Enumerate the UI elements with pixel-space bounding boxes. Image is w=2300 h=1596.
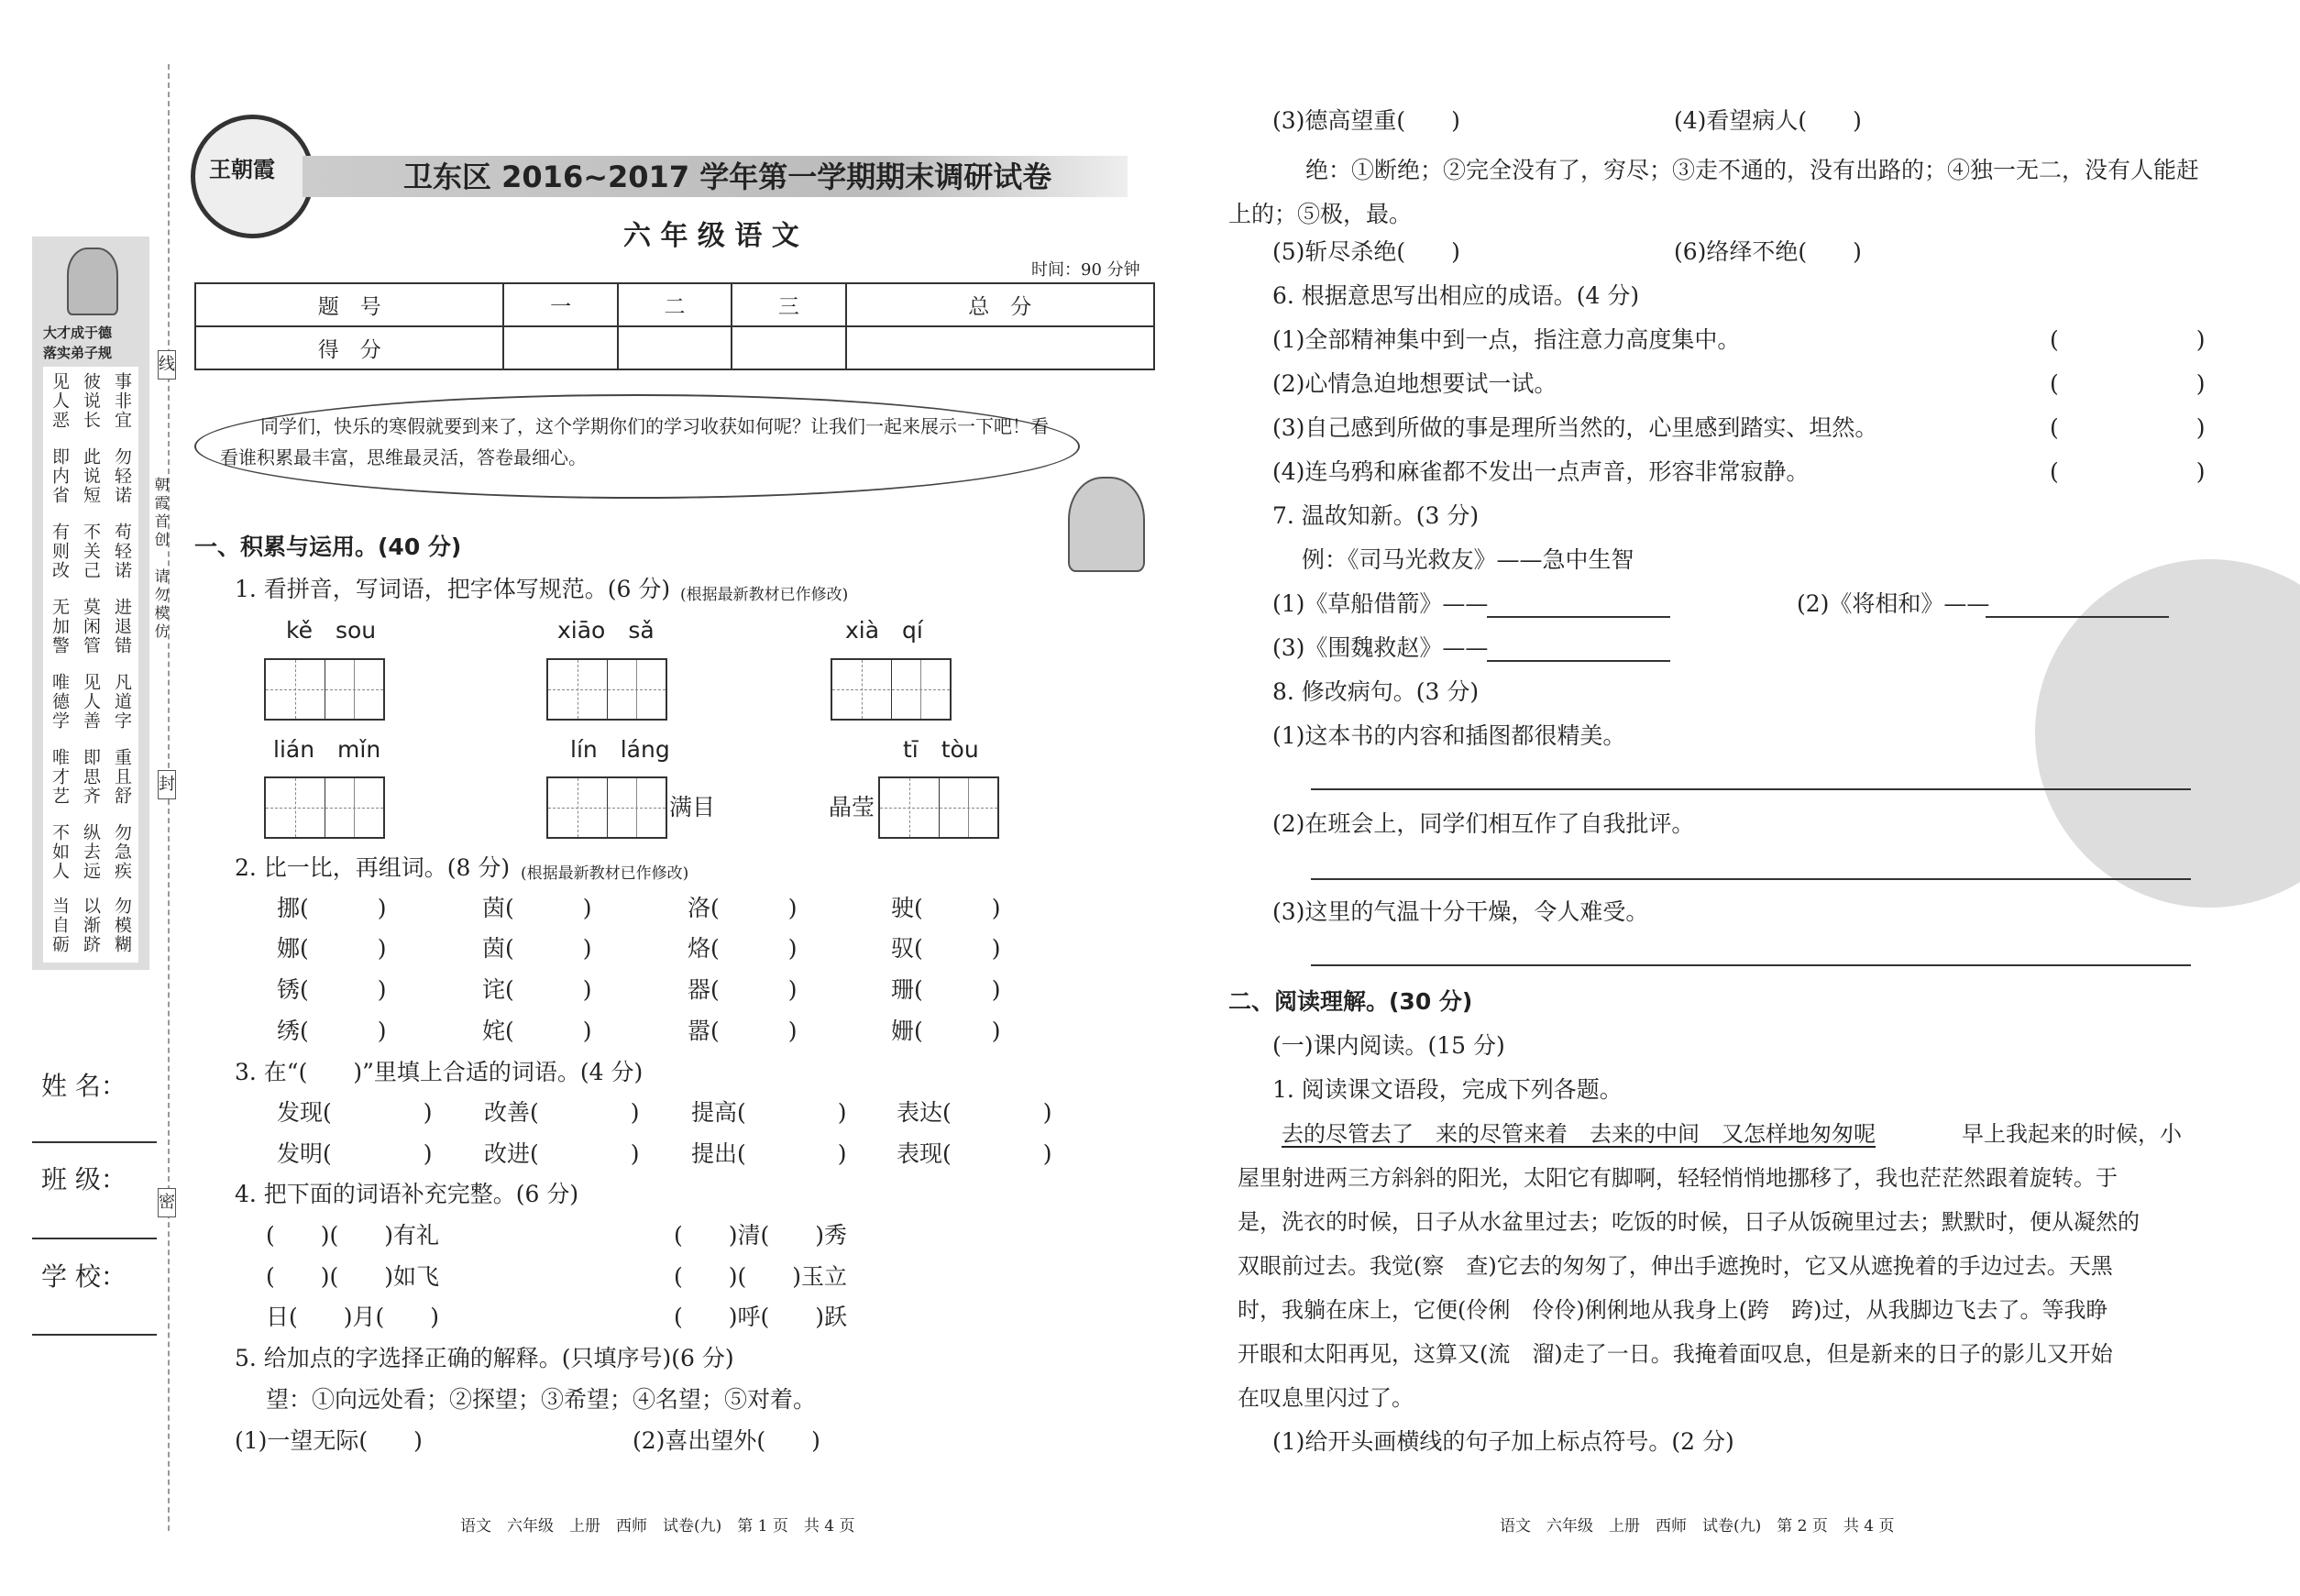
q6-item: (3)自己感到所做的事是理所当然的，心里感到踏实、坦然。: [1272, 414, 1878, 441]
reading-q-title: 1. 阅读课文语段，完成下列各题。: [1272, 1076, 1623, 1103]
score-header: 题 号: [195, 283, 503, 326]
q1-note: (根据最新教材已作修改): [680, 586, 849, 604]
q5-item: (5)斩尽杀绝( ): [1272, 238, 1460, 265]
q3-item: 发明( ): [277, 1140, 433, 1167]
teacher-illustration: [1068, 477, 1145, 572]
quote: 勿模糊: [112, 897, 132, 954]
score-header: 三: [732, 283, 845, 326]
sidebar-quotes: [43, 367, 138, 963]
q2-note: (根据最新教材已作修改): [521, 864, 689, 883]
sidebar-quotes-panel: [32, 237, 149, 970]
q6-item: (2)心情急迫地想要试一试。: [1272, 370, 1557, 397]
quote: 彼说长: [81, 372, 101, 430]
pinyin: kě sou: [286, 617, 377, 644]
q6-answer[interactable]: ( ): [2050, 414, 2206, 441]
writing-box[interactable]: [546, 658, 667, 721]
passage-line: 时，我躺在床上，它便(伶俐 伶伶)俐俐地从我身上(跨 跨)过，从我脚边飞去了。等我睁: [1238, 1297, 2108, 1323]
q5-definition-jue: 绝：①断绝；②完全没有了，穷尽；③走不通的，没有出路的；④独一无二，没有人能赶上的；⑤极，最。: [1228, 157, 2200, 227]
q5-item: (3)德高望重( ): [1272, 107, 1460, 134]
exam-time: 时间：90 分钟: [1031, 260, 1140, 280]
passage-line: 在叹息里闪过了。: [1238, 1385, 1414, 1411]
q5-definition: 望：①向远处看；②探望；③希望；④名望；⑤对着。: [266, 1386, 817, 1413]
quote: 无加警: [50, 598, 70, 655]
quote: 即内省: [50, 447, 70, 505]
q2-item: 姹( ): [482, 1018, 592, 1044]
pinyin: xià qí: [845, 617, 923, 644]
writing-box[interactable]: [264, 776, 385, 839]
q3-item: 提出( ): [691, 1140, 847, 1167]
q2-item: 姗( ): [891, 1018, 1001, 1044]
quote: 凡道字: [112, 673, 132, 731]
q2-item: 诧( ): [482, 976, 592, 1003]
writing-box[interactable]: [831, 658, 952, 721]
watermark-stamp: [2035, 559, 2300, 908]
school-field[interactable]: [32, 1334, 157, 1336]
q3-item: 改善( ): [484, 1099, 640, 1126]
quote: 即思齐: [81, 748, 101, 806]
quote: 见人恶: [50, 372, 70, 430]
name-label: 姓 名：: [41, 1071, 127, 1101]
q5-item: (4)看望病人( ): [1674, 107, 1862, 134]
quote: 勿急疾: [112, 823, 132, 881]
passage-line: 早上我起来的时候，小: [1962, 1121, 2182, 1147]
pinyin: tī tòu: [903, 736, 979, 763]
passage-line: 双眼前过去。我觉(察 查)它去的匆匆了，伸出手遮挽时，它又从遮挽着的手边过去。天黑: [1238, 1253, 2113, 1279]
q1-suffix: 满目: [669, 794, 716, 820]
q2-item: 珊( ): [891, 976, 1001, 1003]
quote: 重且舒: [112, 748, 132, 806]
q7-example: 例：《司马光救友》——急中生智: [1302, 546, 1634, 573]
passage-line: 是，洗衣的时候，日子从水盆里过去；吃饭的时候，日子从饭碗里过去；默默时，便从凝然的: [1238, 1209, 2140, 1235]
binding-mark: 密: [158, 1188, 176, 1217]
q4-item: ( )( )有礼: [266, 1222, 440, 1249]
q3-item: 表现( ): [897, 1140, 1052, 1167]
section2-title: 二、阅读理解。(30 分): [1228, 988, 1473, 1015]
q2-item: 绣( ): [277, 1018, 387, 1044]
quote: 见人善: [81, 673, 101, 731]
quote: 事非宜: [112, 372, 132, 430]
school-label: 学 校：: [41, 1261, 127, 1292]
writing-box[interactable]: [264, 658, 385, 721]
score-row-label: 得 分: [195, 326, 503, 369]
q2-title: 2. 比一比，再组词。(8 分): [235, 854, 511, 881]
q2-item: 器( ): [688, 976, 798, 1003]
q2-item: 驶( ): [891, 895, 1001, 921]
q4-title: 4. 把下面的词语补充完整。(6 分): [235, 1181, 579, 1207]
writing-box[interactable]: [546, 776, 667, 839]
quote: 以渐跻: [81, 897, 101, 954]
passage-line: 屋里射进两三方斜斜的阳光，太阳它有脚啊，轻轻悄悄地挪移了，我也茫茫然跟着旋转。于: [1238, 1165, 2118, 1191]
speech-bubble-text: 同学们，快乐的寒假就要到来了，这个学期你们的学习收获如何呢？让我们一起来展示一下吧！看看谁积累最丰富，思维最灵活，答卷最细心。: [220, 415, 1049, 468]
page-footer: 语文 六年级 上册 西师 试卷(九) 第 1 页 共 4 页: [460, 1517, 855, 1535]
q8-item: (3)这里的气温十分干燥，令人难受。: [1272, 898, 1649, 925]
q5-title: 5. 给加点的字选择正确的解释。(只填序号)(6 分): [235, 1345, 734, 1371]
q8-title: 8. 修改病句。(3 分): [1272, 678, 1480, 705]
q8-answer-line[interactable]: [1311, 788, 2191, 790]
subject-title: 六 年 级 语 文: [623, 220, 799, 252]
sidebar-motto: 大才成于德: [43, 325, 113, 341]
q2-item: 茵( ): [482, 895, 592, 921]
pinyin: lián mǐn: [273, 736, 381, 763]
score-header: 一: [503, 283, 617, 326]
section1-title: 一、积累与运用。(40 分): [194, 534, 462, 560]
score-header: 总 分: [846, 283, 1154, 326]
page-footer: 语文 六年级 上册 西师 试卷(九) 第 2 页 共 4 页: [1500, 1517, 1895, 1535]
quote: 唯德学: [50, 673, 70, 731]
quote: 不关己: [81, 523, 101, 580]
q5-item: (6)络绎不绝( ): [1674, 238, 1862, 265]
quote: 莫闲管: [81, 598, 101, 655]
exam-title: 卫东区 2016~2017 学年第一学期期末调研试卷: [403, 160, 1052, 194]
q4-item: ( )清( )秀: [674, 1222, 848, 1249]
q4-item: ( )( )如飞: [266, 1263, 440, 1290]
binding-label: 朝霞首创: [152, 477, 170, 550]
q2-item: 烙( ): [688, 935, 798, 962]
logo-text: 王朝霞: [209, 156, 275, 182]
q2-item: 锈( ): [277, 976, 387, 1003]
q2-item: 茵( ): [482, 935, 592, 962]
class-field[interactable]: [32, 1238, 157, 1239]
scholar-icon: [67, 248, 118, 315]
passage-underlined: 去的尽管去了 来的尽管来着 去来的中间 又怎样地匆匆呢: [1282, 1121, 1876, 1147]
quote: 苟轻诺: [112, 523, 132, 580]
writing-box[interactable]: [878, 776, 999, 839]
q3-item: 发现( ): [277, 1099, 433, 1126]
q6-answer[interactable]: ( ): [2050, 458, 2206, 485]
q3-title: 3. 在“( )”里填上合适的词语。(4 分): [235, 1059, 644, 1085]
class-label: 班 级：: [41, 1164, 127, 1194]
q3-item: 改进( ): [484, 1140, 640, 1167]
q8-answer-line[interactable]: [1311, 878, 2191, 880]
q7-item: (2)《将相和》——: [1797, 590, 1990, 617]
q2-item: 洛( ): [688, 895, 798, 921]
q2-item: 娜( ): [277, 935, 387, 962]
quote: 勿轻诺: [112, 447, 132, 505]
reading-sub-q1: (1)给开头画横线的句子加上标点符号。(2 分): [1272, 1428, 1734, 1455]
q4-item: ( )( )玉立: [674, 1263, 848, 1290]
q5-item: (1)一望无际( ): [235, 1427, 423, 1454]
score-cell[interactable]: [846, 326, 1154, 369]
q1-title: 1. 看拼音，写词语，把字体写规范。(6 分): [235, 576, 671, 602]
q7-item: (3)《围魏救赵》——: [1272, 634, 1489, 661]
quote: 唯才艺: [50, 748, 70, 806]
binding-mark: 封: [158, 770, 176, 799]
q8-answer-line[interactable]: [1311, 964, 2191, 966]
quote: 此说短: [81, 447, 101, 505]
q7-answer-line[interactable]: [1487, 616, 1670, 618]
binding-mark: 线: [158, 350, 176, 380]
passage-line: 开眼和太阳再见，这算又(流 溜)走了一日。我掩着面叹息，但是新来的日子的影儿又开始: [1238, 1341, 2113, 1367]
pinyin: lín láng: [570, 736, 670, 763]
score-cell[interactable]: [503, 326, 617, 369]
quote: 有则改: [50, 523, 70, 580]
score-table: [194, 282, 1155, 370]
q6-title: 6. 根据意思写出相应的成语。(4 分): [1272, 282, 1640, 309]
q7-title: 7. 温故知新。(3 分): [1272, 502, 1480, 529]
sub1-title: (一)课内阅读。(15 分): [1272, 1032, 1505, 1059]
quote: 当自砺: [50, 897, 70, 954]
q2-item: 挪( ): [277, 895, 387, 921]
q3-item: 提高( ): [691, 1099, 847, 1126]
q6-item: (1)全部精神集中到一点，指注意力高度集中。: [1272, 326, 1741, 353]
q2-item: 驭( ): [891, 935, 1001, 962]
q7-answer-line[interactable]: [1487, 660, 1670, 662]
q3-item: 表达( ): [897, 1099, 1052, 1126]
q6-item: (4)连乌鸦和麻雀都不发出一点声音，形容非常寂静。: [1272, 458, 1810, 485]
sidebar-motto: 落实弟子规: [43, 345, 113, 361]
name-field[interactable]: [32, 1141, 157, 1143]
q7-item: (1)《草船借箭》——: [1272, 590, 1489, 617]
q5-item: (2)喜出望外( ): [633, 1427, 820, 1454]
quote: 不如人: [50, 823, 70, 881]
q6-answer[interactable]: ( ): [2050, 326, 2206, 353]
score-cell[interactable]: [732, 326, 845, 369]
q7-answer-line[interactable]: [1986, 616, 2169, 618]
q4-item: 日( )月( ): [266, 1304, 440, 1330]
pinyin: xiāo sǎ: [557, 617, 655, 644]
score-cell[interactable]: [618, 326, 732, 369]
q1-prefix: 晶莹: [829, 794, 875, 820]
quote: 纵去远: [81, 823, 101, 881]
q6-answer[interactable]: ( ): [2050, 370, 2206, 397]
q4-item: ( )呼( )跃: [674, 1304, 848, 1330]
q8-item: (2)在班会上，同学们相互作了自我批评。: [1272, 810, 1695, 837]
quote: 进退错: [112, 598, 132, 655]
q2-item: 嚣( ): [688, 1018, 798, 1044]
binding-label: 请勿模仿: [152, 568, 170, 642]
score-header: 二: [618, 283, 732, 326]
q8-item: (1)这本书的内容和插图都很精美。: [1272, 722, 1626, 749]
